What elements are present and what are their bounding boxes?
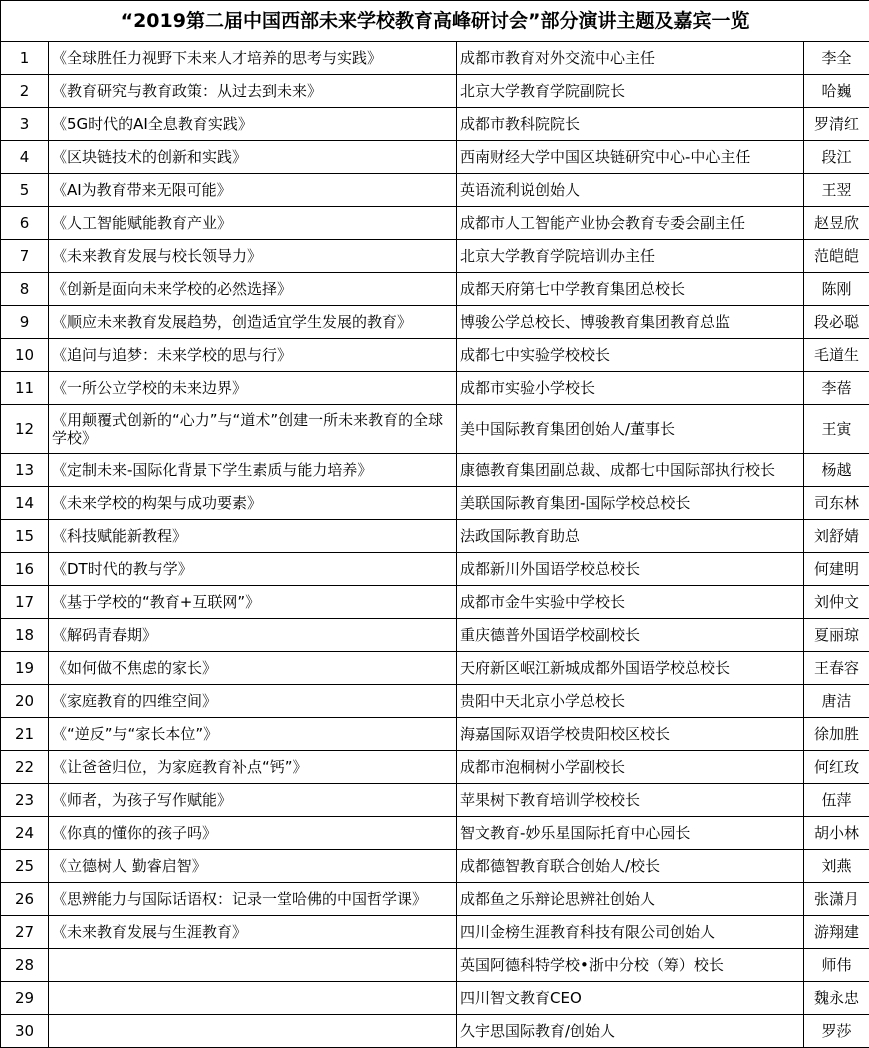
row-number: 4 [1, 141, 49, 174]
row-number: 10 [1, 339, 49, 372]
speech-topic: 《创新是面向未来学校的必然选择》 [49, 273, 457, 306]
speaker-role: 贵阳中天北京小学总校长 [457, 685, 804, 718]
speaker-role: 美联国际教育集团-国际学校总校长 [457, 487, 804, 520]
table-row [1, 883, 869, 916]
speech-topic: 《基于学校的“教育+互联网”》 [49, 586, 457, 619]
speaker-name: 徐加胜 [804, 718, 869, 751]
speaker-role: 英语流利说创始人 [457, 174, 804, 207]
speaker-role: 苹果树下教育培训学校校长 [457, 784, 804, 817]
table-row [1, 718, 869, 751]
speech-topic: 《科技赋能新教程》 [49, 520, 457, 553]
speech-topic: 《思辨能力与国际话语权：记录一堂哈佛的中国哲学课》 [49, 883, 457, 916]
row-number: 15 [1, 520, 49, 553]
speech-topic: 《家庭教育的四维空间》 [49, 685, 457, 718]
speaker-role: 成都市实验小学校长 [457, 372, 804, 405]
speaker-role: 北京大学教育学院培训办主任 [457, 240, 804, 273]
speaker-role: 智文教育-妙乐星国际托育中心园长 [457, 817, 804, 850]
speech-topic: 《AI为教育带来无限可能》 [49, 174, 457, 207]
speaker-role: 北京大学教育学院副院长 [457, 75, 804, 108]
table-title: “2019第二届中国西部未来学校教育高峰研讨会”部分演讲主题及嘉宾一览 [1, 1, 869, 42]
table-row [1, 273, 869, 306]
speaker-name: 刘仲文 [804, 586, 869, 619]
table-row [1, 586, 869, 619]
speech-topic: 《立德树人 勤睿启智》 [49, 850, 457, 883]
speech-topic: 《如何做不焦虑的家长》 [49, 652, 457, 685]
speech-topic: 《“逆反”与“家长本位”》 [49, 718, 457, 751]
row-number: 21 [1, 718, 49, 751]
row-number: 7 [1, 240, 49, 273]
table-row [1, 1015, 869, 1048]
speaker-name: 何建明 [804, 553, 869, 586]
speaker-name: 罗清红 [804, 108, 869, 141]
speaker-name: 何红玫 [804, 751, 869, 784]
speech-topic: 《师者，为孩子写作赋能》 [49, 784, 457, 817]
speaker-name: 张潇月 [804, 883, 869, 916]
speaker-name: 胡小林 [804, 817, 869, 850]
speaker-role: 成都市教科院院长 [457, 108, 804, 141]
speaker-name: 哈巍 [804, 75, 869, 108]
speaker-role: 成都新川外国语学校总校长 [457, 553, 804, 586]
speech-topic [49, 1015, 457, 1048]
row-number: 5 [1, 174, 49, 207]
row-number: 22 [1, 751, 49, 784]
speaker-role: 美中国际教育集团创始人/董事长 [457, 405, 804, 454]
speaker-name: 夏丽琼 [804, 619, 869, 652]
row-number: 12 [1, 405, 49, 454]
row-number: 18 [1, 619, 49, 652]
row-number: 23 [1, 784, 49, 817]
speaker-name: 司东林 [804, 487, 869, 520]
speaker-name: 游翔建 [804, 916, 869, 949]
speaker-role: 博骏公学总校长、博骏教育集团教育总监 [457, 306, 804, 339]
row-number: 25 [1, 850, 49, 883]
speaker-role: 重庆德普外国语学校副校长 [457, 619, 804, 652]
table-row [1, 652, 869, 685]
speaker-name: 范皑皑 [804, 240, 869, 273]
speaker-role: 成都市人工智能产业协会教育专委会副主任 [457, 207, 804, 240]
table-row [1, 306, 869, 339]
speaker-name: 王翌 [804, 174, 869, 207]
speaker-name: 李蓓 [804, 372, 869, 405]
speaker-name: 段江 [804, 141, 869, 174]
table-row [1, 339, 869, 372]
table-row [1, 42, 869, 75]
table-row [1, 75, 869, 108]
speaker-role: 海嘉国际双语学校贵阳校区校长 [457, 718, 804, 751]
speech-topic: 《让爸爸归位，为家庭教育补点“钙”》 [49, 751, 457, 784]
speaker-role: 四川金榜生涯教育科技有限公司创始人 [457, 916, 804, 949]
row-number: 28 [1, 949, 49, 982]
speaker-role: 成都天府第七中学教育集团总校长 [457, 273, 804, 306]
speech-topic: 《5G时代的AI全息教育实践》 [49, 108, 457, 141]
row-number: 13 [1, 454, 49, 487]
speech-topic: 《一所公立学校的未来边界》 [49, 372, 457, 405]
speaker-name: 毛道生 [804, 339, 869, 372]
title-row [1, 1, 869, 42]
speaker-name: 师伟 [804, 949, 869, 982]
speech-topic [49, 982, 457, 1015]
row-number: 19 [1, 652, 49, 685]
speaker-role: 成都德智教育联合创始人/校长 [457, 850, 804, 883]
table-row [1, 949, 869, 982]
speech-topic [49, 949, 457, 982]
speech-topic: 《未来教育发展与生涯教育》 [49, 916, 457, 949]
speech-topic: 《用颠覆式创新的“心力”与“道术”创建一所未来教育的全球学校》 [49, 405, 457, 454]
speech-topic: 《解码青春期》 [49, 619, 457, 652]
speaker-role: 天府新区岷江新城成都外国语学校总校长 [457, 652, 804, 685]
speech-topic: 《未来学校的构架与成功要素》 [49, 487, 457, 520]
speaker-role: 久宇思国际教育/创始人 [457, 1015, 804, 1048]
speech-topic: 《顺应未来教育发展趋势，创造适宜学生发展的教育》 [49, 306, 457, 339]
speech-topic: 《定制未来-国际化背景下学生素质与能力培养》 [49, 454, 457, 487]
table-row [1, 240, 869, 273]
table-row [1, 817, 869, 850]
table-row [1, 685, 869, 718]
table-row [1, 174, 869, 207]
row-number: 6 [1, 207, 49, 240]
speaker-name: 李全 [804, 42, 869, 75]
row-number: 3 [1, 108, 49, 141]
speaker-role: 成都市金牛实验中学校长 [457, 586, 804, 619]
row-number: 26 [1, 883, 49, 916]
speech-topic: 《人工智能赋能教育产业》 [49, 207, 457, 240]
table-row [1, 520, 869, 553]
speaker-name: 陈刚 [804, 273, 869, 306]
row-number: 9 [1, 306, 49, 339]
speaker-name: 段必聪 [804, 306, 869, 339]
table-row [1, 619, 869, 652]
speech-topic: 《教育研究与教育政策：从过去到未来》 [49, 75, 457, 108]
table-row [1, 207, 869, 240]
row-number: 11 [1, 372, 49, 405]
table-row [1, 553, 869, 586]
speaker-role: 成都市教育对外交流中心主任 [457, 42, 804, 75]
row-number: 16 [1, 553, 49, 586]
table-row [1, 372, 869, 405]
table-row [1, 850, 869, 883]
speaker-role: 四川智文教育CEO [457, 982, 804, 1015]
speaker-role: 英国阿德科特学校•浙中分校（筹）校长 [457, 949, 804, 982]
speaker-name: 杨越 [804, 454, 869, 487]
table-row [1, 108, 869, 141]
speaker-role: 康德教育集团副总裁、成都七中国际部执行校长 [457, 454, 804, 487]
speaker-role: 成都七中实验学校校长 [457, 339, 804, 372]
row-number: 2 [1, 75, 49, 108]
row-number: 20 [1, 685, 49, 718]
speaker-role: 西南财经大学中国区块链研究中心-中心主任 [457, 141, 804, 174]
row-number: 29 [1, 982, 49, 1015]
table-row [1, 405, 869, 454]
speech-topic: 《全球胜任力视野下未来人才培养的思考与实践》 [49, 42, 457, 75]
speaker-name: 刘燕 [804, 850, 869, 883]
table-row [1, 487, 869, 520]
row-number: 1 [1, 42, 49, 75]
speech-topic: 《未来教育发展与校长领导力》 [49, 240, 457, 273]
speaker-name: 王春容 [804, 652, 869, 685]
speech-topic: 《区块链技术的创新和实践》 [49, 141, 457, 174]
speaker-role: 成都市泡桐树小学副校长 [457, 751, 804, 784]
speaker-role: 法政国际教育助总 [457, 520, 804, 553]
table-row [1, 454, 869, 487]
table-row [1, 982, 869, 1015]
speaker-role: 成都鱼之乐辩论思辨社创始人 [457, 883, 804, 916]
speech-topic: 《DT时代的教与学》 [49, 553, 457, 586]
table-row [1, 784, 869, 817]
speaker-name: 唐洁 [804, 685, 869, 718]
speaker-name: 魏永忠 [804, 982, 869, 1015]
speech-topic: 《你真的懂你的孩子吗》 [49, 817, 457, 850]
row-number: 24 [1, 817, 49, 850]
speaker-name: 罗莎 [804, 1015, 869, 1048]
table-row [1, 916, 869, 949]
row-number: 8 [1, 273, 49, 306]
speech-topic: 《追问与追梦：未来学校的思与行》 [49, 339, 457, 372]
speaker-name: 赵昱欣 [804, 207, 869, 240]
row-number: 17 [1, 586, 49, 619]
speaker-name: 刘舒婧 [804, 520, 869, 553]
row-number: 14 [1, 487, 49, 520]
table-row [1, 751, 869, 784]
row-number: 30 [1, 1015, 49, 1048]
table-row [1, 141, 869, 174]
row-number: 27 [1, 916, 49, 949]
speaker-name: 伍萍 [804, 784, 869, 817]
speaker-name: 王寅 [804, 405, 869, 454]
